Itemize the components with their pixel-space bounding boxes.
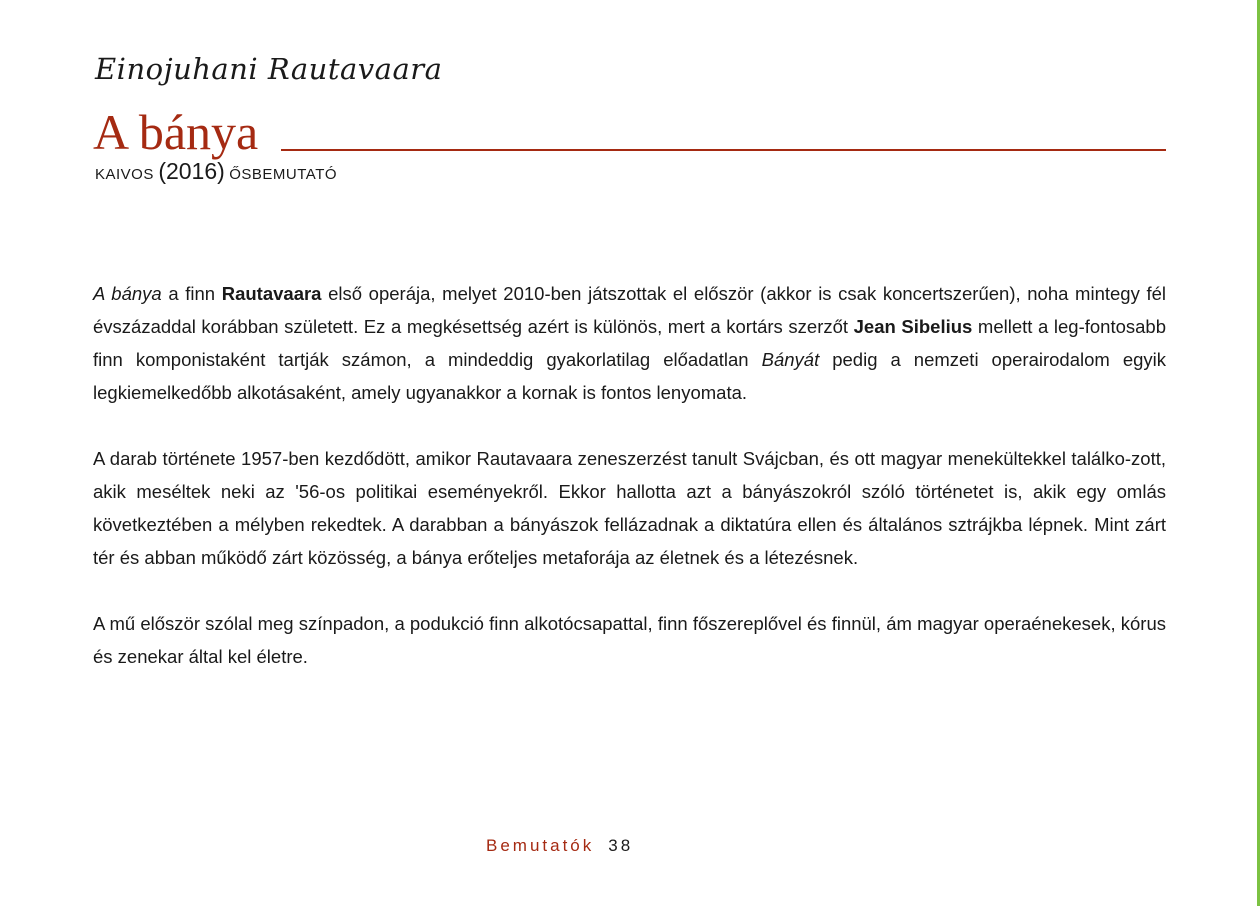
premiere-year: (2016)	[158, 158, 225, 184]
paragraph-3: A mű először szólal meg színpadon, a podukció finn alkotócsapattal, finn főszereplővel és finnül, ám magyar operaénekesek, kórus és zenekar által kel életre.	[93, 613, 1166, 667]
composer-name: Einojuhani Rautavaara	[95, 52, 443, 86]
paragraph-text: a finn	[161, 283, 222, 304]
original-title: KAIVOS	[95, 166, 154, 183]
opera-title: A bánya	[93, 104, 259, 160]
title-rule	[281, 149, 1166, 151]
paragraph-2: A darab története 1957-ben kezdődött, amikor Rautavaara zeneszerzést tanult Svájcban, és ott magyar menekültekkel találko-zott, akik meséltek neki az '56-os politikai eseményekről. Ekkor hallotta azt a bányászokról szóló történetet is, akik egy omlás következtében a mélyben rekedtek. A darabban a bányászok fellázadnak a diktatúra ellen és általános sztrájkba lépnek. Mint zárt tér és abban működő zárt közösség, a bánya erőteljes metaforája az életnek és a létezésnek.	[93, 448, 1166, 568]
subtitle	[95, 158, 337, 185]
page-footer	[486, 836, 633, 856]
composer-ref: Rautavaara	[221, 283, 322, 304]
paragraph-text: pedig a nemzeti operairodalom egyik legkiemelkedőbb alkotásaként, amely ugyanakkor a kornak is fontos lenyomata.	[93, 349, 1167, 403]
section-name: Bemutatók	[486, 836, 595, 855]
opera-title-ref: Bányát	[761, 349, 820, 370]
paragraph-1	[93, 277, 1166, 409]
paragraph-text: első operája, melyet 2010-ben játszottak el először (akkor is csak koncertszerűen), noha mintegy fél évszázaddal korábban született. Ez a megkésettség azért is különös, mert a kortárs szerzőt	[93, 283, 1166, 337]
premiere-label: ŐSBEMUTATÓ	[229, 166, 338, 183]
article-body	[93, 277, 1166, 706]
title-row	[93, 104, 1166, 160]
opera-title-ref: A bánya	[93, 283, 162, 304]
page-number: 38	[608, 836, 634, 855]
paragraph-text: mellett a leg-fontosabb finn komponistaként tartják számon, a mindeddig gyakorlatilag előadatlan	[93, 316, 1166, 370]
sibelius-ref: Jean Sibelius	[853, 316, 973, 337]
